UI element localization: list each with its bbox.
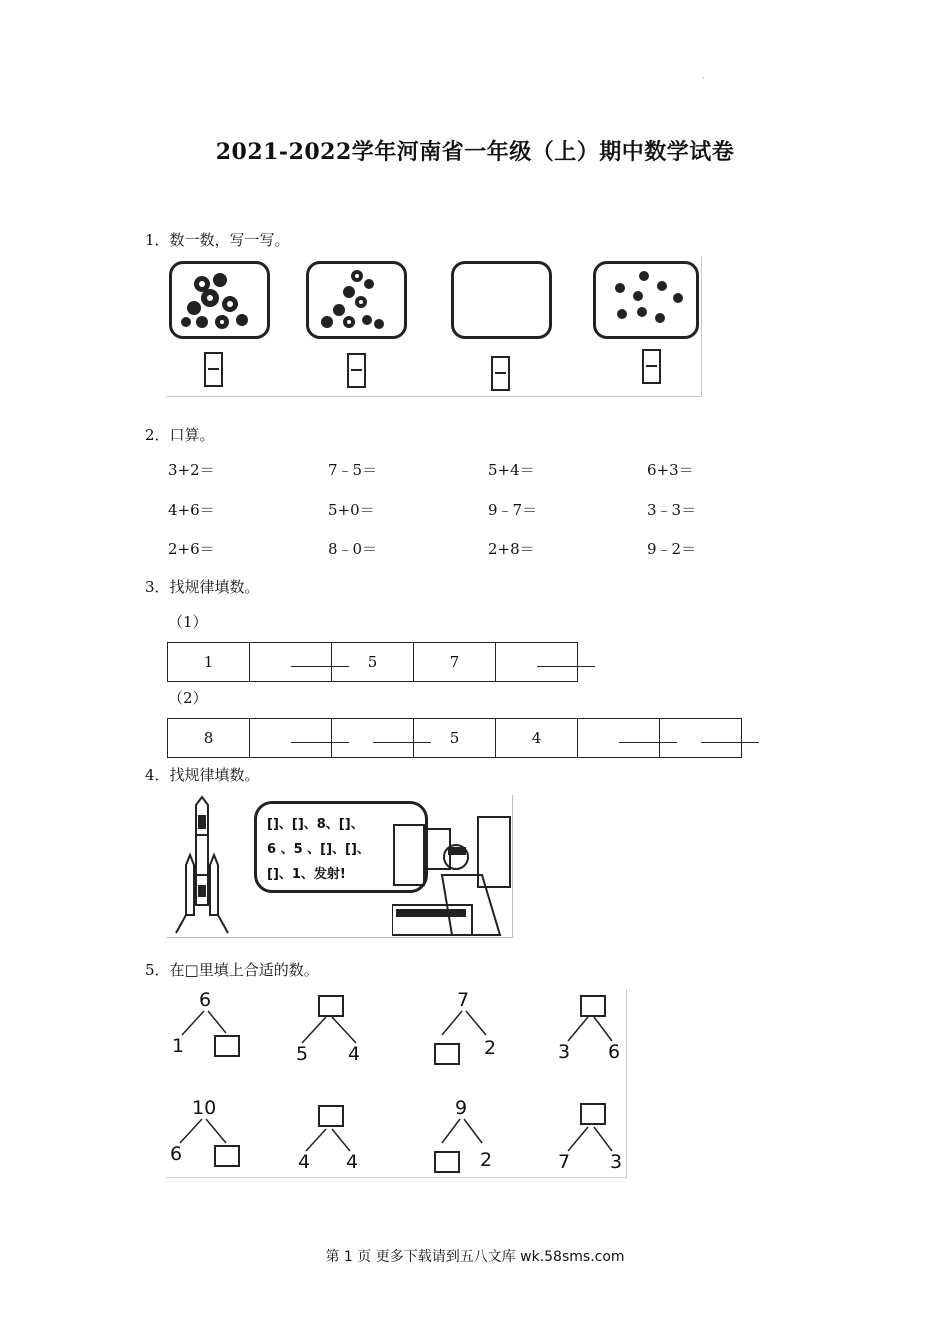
- bond-top: 6: [199, 989, 212, 1011]
- sequence-cell: 5: [332, 643, 414, 682]
- calc-item: 8﹣0＝: [328, 540, 378, 558]
- sequence-table-1: [167, 642, 578, 682]
- sequence-cell[interactable]: [660, 719, 742, 758]
- answer-box[interactable]: [318, 1105, 344, 1127]
- part-2-label: （2）: [168, 689, 208, 707]
- bubble-line: []、1、发射!: [267, 867, 346, 882]
- bubble-line: []、[]、8、[]、: [267, 817, 364, 832]
- calc-item: 2+8＝: [488, 540, 535, 558]
- part-1-label: （1）: [168, 613, 208, 631]
- bond-right: 2: [480, 1149, 493, 1171]
- answer-box[interactable]: [434, 1151, 460, 1173]
- answer-box[interactable]: [347, 353, 366, 388]
- calc-item: 3+2＝: [168, 461, 215, 479]
- answer-box[interactable]: [491, 356, 510, 391]
- sequence-cell[interactable]: [250, 719, 332, 758]
- bond-left: 5: [296, 1043, 309, 1065]
- bond-top: 10: [192, 1097, 217, 1119]
- calc-item: 7﹣5＝: [328, 461, 378, 479]
- bubble-text: [267, 812, 370, 887]
- sequence-cell[interactable]: [250, 643, 332, 682]
- answer-box[interactable]: [580, 1103, 606, 1125]
- calc-item: 2+6＝: [168, 540, 215, 558]
- rocket-icon: [166, 795, 246, 937]
- panda-icon: [172, 264, 267, 336]
- operator-icon: [392, 815, 512, 937]
- bond-left: 4: [298, 1151, 311, 1173]
- answer-box[interactable]: [318, 995, 344, 1017]
- answer-box[interactable]: [642, 349, 661, 384]
- calc-item: 9﹣7＝: [488, 501, 538, 519]
- bond-top: 9: [455, 1097, 468, 1119]
- sequence-cell: 7: [414, 643, 496, 682]
- bond-left: 3: [558, 1041, 571, 1063]
- bond-left: 6: [170, 1143, 183, 1165]
- bond-right: 3: [610, 1151, 623, 1173]
- answer-box[interactable]: [214, 1035, 240, 1057]
- sequence-table-2: [167, 718, 742, 758]
- sequence-cell: 4: [496, 719, 578, 758]
- calc-item: 5+4＝: [488, 461, 535, 479]
- answer-box[interactable]: [204, 352, 223, 387]
- sequence-cell: 5: [414, 719, 496, 758]
- bond-right: 6: [608, 1041, 621, 1063]
- sequence-cell[interactable]: [332, 719, 414, 758]
- pandas-frame: [306, 261, 407, 339]
- calc-item: 6+3＝: [647, 461, 694, 479]
- question-2-title: 2．口算。: [145, 426, 215, 444]
- sequence-cell[interactable]: [578, 719, 660, 758]
- question-4-title: 4．找规律填数。: [145, 766, 260, 784]
- balls-frame: [593, 261, 699, 339]
- page-footer: 第 1 页 更多下载请到五八文库 wk.58sms.com: [325, 1249, 625, 1265]
- sequence-cell[interactable]: [496, 643, 578, 682]
- empty-frame: [451, 261, 552, 339]
- pandas-frame: [169, 261, 270, 339]
- calc-item: 3﹣3＝: [647, 501, 697, 519]
- question-3-title: 3．找规律填数。: [145, 578, 260, 596]
- sequence-cell: 1: [168, 643, 250, 682]
- bond-right: 4: [348, 1043, 361, 1065]
- question-5-title: 5．在□里填上合适的数。: [145, 961, 319, 979]
- answer-box[interactable]: [214, 1145, 240, 1167]
- number-bonds-picture: [166, 989, 627, 1178]
- bond-right: 4: [346, 1151, 359, 1173]
- bond-left: 1: [172, 1035, 185, 1057]
- sequence-cell: 8: [168, 719, 250, 758]
- page-mark: ·: [702, 74, 705, 83]
- answer-box[interactable]: [580, 995, 606, 1017]
- ball-icon: [596, 264, 696, 336]
- panda-icon: [309, 264, 404, 336]
- answer-box[interactable]: [434, 1043, 460, 1065]
- q1-counting-picture: [166, 256, 702, 397]
- calc-item: 5+0＝: [328, 501, 375, 519]
- rocket-countdown-picture: [166, 795, 513, 938]
- page-title: 2021-2022学年河南省一年级（上）期中数学试卷: [215, 139, 735, 165]
- calc-item: 4+6＝: [168, 501, 215, 519]
- bond-right: 2: [484, 1037, 497, 1059]
- bond-top: 7: [457, 989, 470, 1011]
- question-1-title: 1．数一数，写一写。: [145, 231, 290, 249]
- bubble-line: 6 、5 、[]、[]、: [267, 842, 370, 857]
- calc-item: 9﹣2＝: [647, 540, 697, 558]
- bond-left: 7: [558, 1151, 571, 1173]
